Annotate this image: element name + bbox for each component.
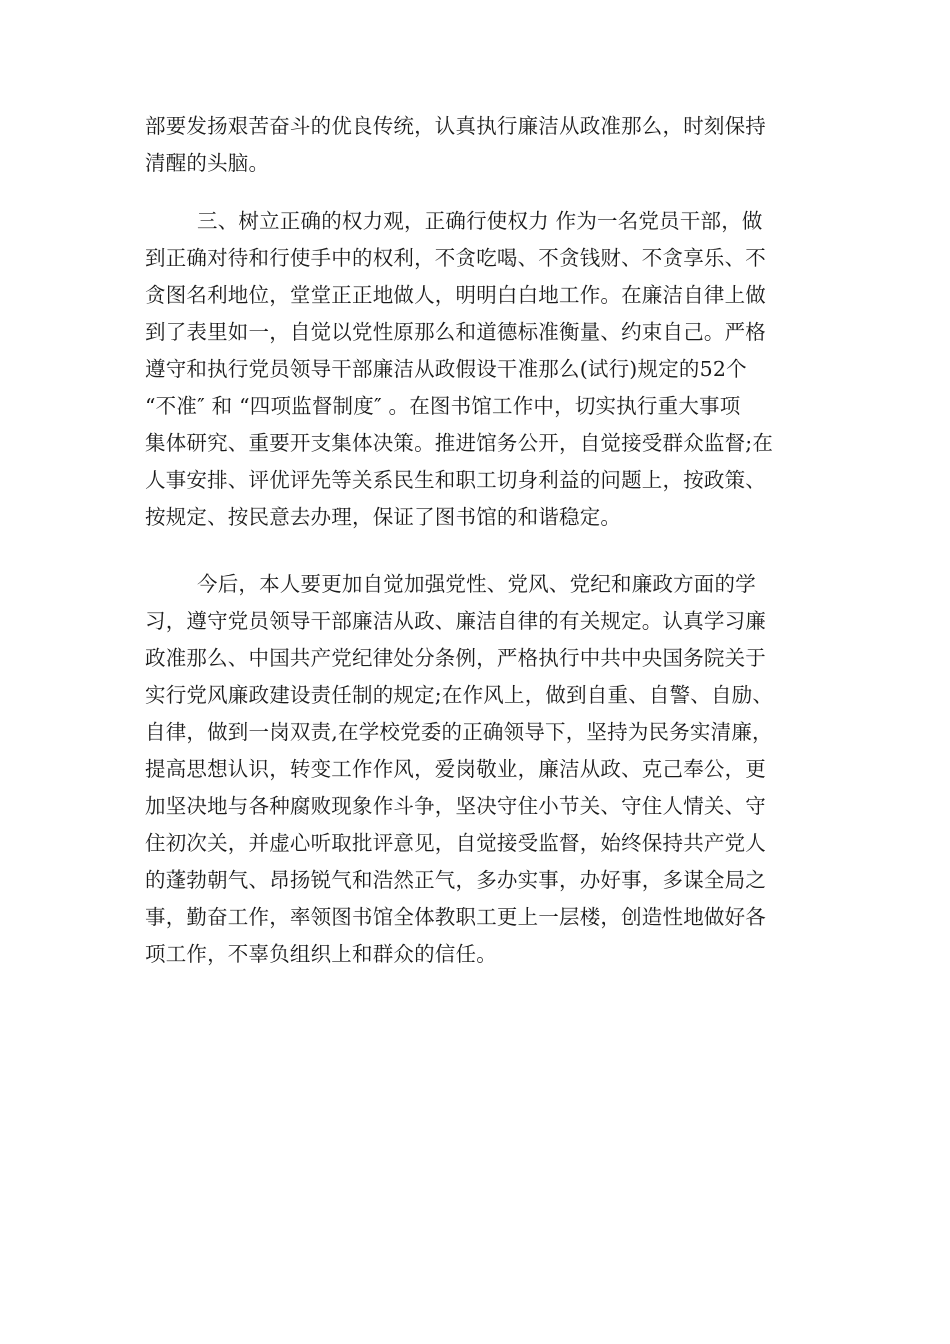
- paragraph-line: 到了表里如一，自觉以党性原那么和道德标准衡量、约束自己。严格: [145, 320, 766, 344]
- paragraph-line: 部要发扬艰苦奋斗的优良传统，认真执行廉洁从政准那么，时刻保持: [145, 114, 766, 138]
- paragraph-line: 到正确对待和行使手中的权利，不贪吃喝、不贪钱财、不贪享乐、不: [145, 246, 766, 270]
- paragraph-line: 今后，本人要更加自觉加强党性、党风、党纪和廉政方面的学: [197, 572, 756, 596]
- paragraph-line: 自律，做到一岗双责,在学校党委的正确领导下，坚持为民务实清廉，: [145, 720, 773, 744]
- paragraph-line: “不准″ 和 “四项监督制度″ 。在图书馆工作中，切实执行重大事项: [145, 394, 741, 418]
- paragraph-line: 事，勤奋工作，率领图书馆全体教职工更上一层楼，创造性地做好各: [145, 905, 766, 929]
- paragraph-line: 按规定、按民意去办理，保证了图书馆的和谐稳定。: [145, 505, 622, 529]
- paragraph-line: 习，遵守党员领导干部廉洁从政、廉洁自律的有关规定。认真学习廉: [145, 609, 766, 633]
- paragraph-line: 提高思想认识，转变工作作风，爱岗敬业，廉洁从政、克己奉公，更: [145, 757, 766, 781]
- paragraph-line: 三、树立正确的权力观，正确行使权力 作为一名党员干部，做: [197, 209, 763, 233]
- paragraph-3: [145, 566, 815, 973]
- paragraph-line: 加坚决地与各种腐败现象作斗争，坚决守住小节关、守住人情关、守: [145, 794, 766, 818]
- paragraph-line: 政准那么、中国共产党纪律处分条例，严格执行中共中央国务院关于: [145, 646, 766, 670]
- paragraph-line: 人事安排、评优评先等关系民生和职工切身利益的问题上，按政策、: [145, 468, 766, 492]
- paragraph-line: 实行党风廉政建设责任制的规定;在作风上，做到自重、自警、自励、: [145, 683, 774, 707]
- paragraph-line: 集体研究、重要开支集体决策。推进馆务公开，自觉接受群众监督;在: [145, 431, 774, 455]
- paragraph-1: [145, 108, 815, 182]
- paragraph-2: [145, 203, 815, 536]
- paragraph-line: 项工作，不辜负组织上和群众的信任。: [145, 942, 497, 966]
- paragraph-line: 遵守和执行党员领导干部廉洁从政假设干准那么(试行)规定的52个: [145, 357, 747, 381]
- paragraph-line: 住初次关，并虚心听取批评意见，自觉接受监督，始终保持共产党人: [145, 831, 766, 855]
- paragraph-line: 清醒的头脑。: [145, 151, 270, 175]
- paragraph-line: 的蓬勃朝气、昂扬锐气和浩然正气，多办实事，办好事，多谋全局之: [145, 868, 766, 892]
- paragraph-line: 贪图名利地位，堂堂正正地做人，明明白白地工作。在廉洁自律上做: [145, 283, 766, 307]
